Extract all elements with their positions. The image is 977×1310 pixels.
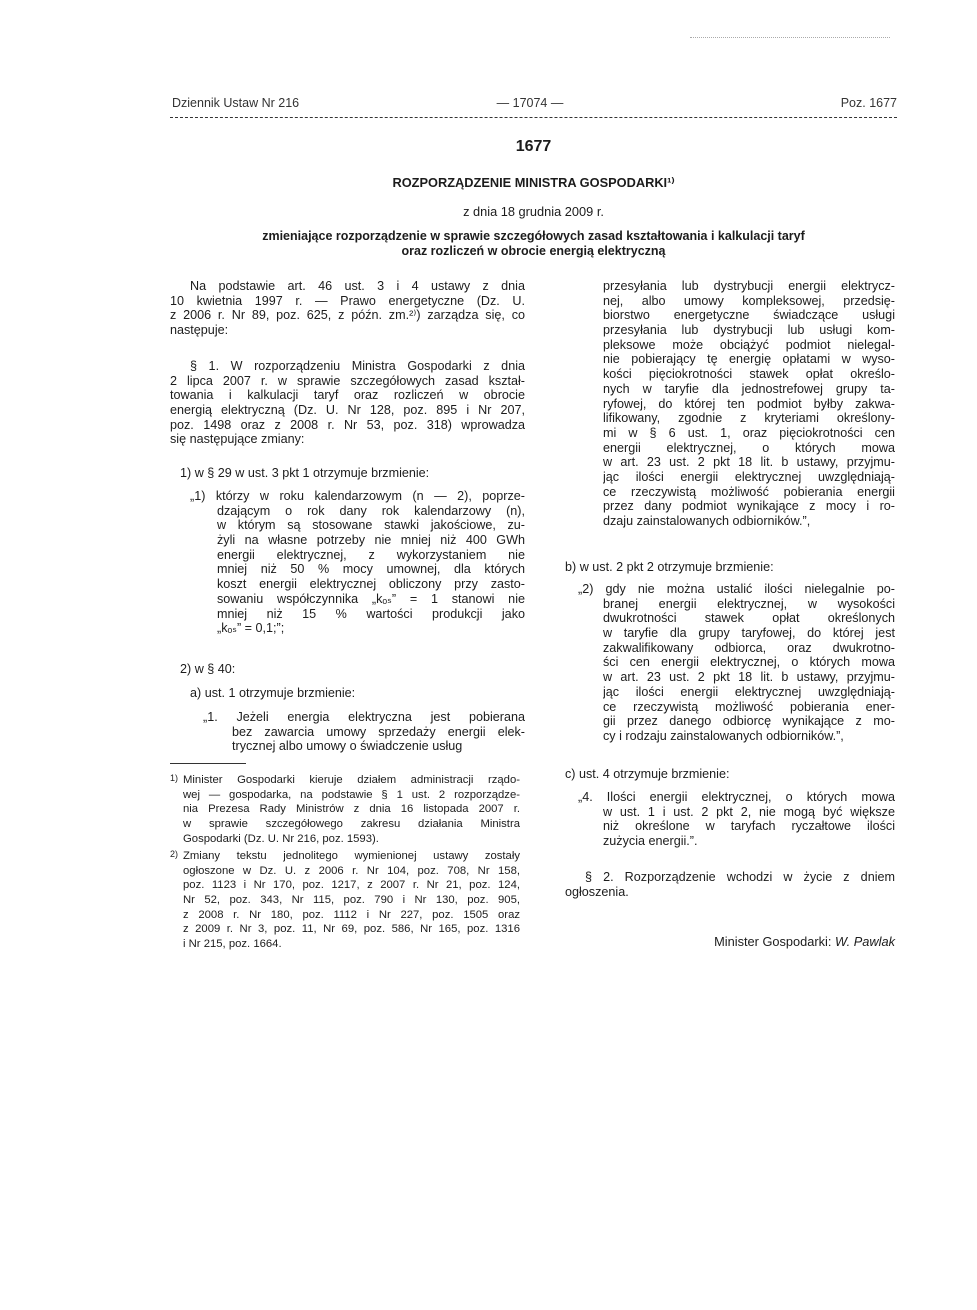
scan-artifact xyxy=(690,37,890,38)
text-line: § 2. Rozporządzenie wchodzi w życie z dniem xyxy=(585,870,895,884)
text-line: przez dany podmiot wynikające z mocy i ro- xyxy=(603,499,895,514)
text-line: energią elektryczną (Dz. U. Nr 128, poz. 895 i Nr 207, xyxy=(170,403,525,418)
text-line: poz. 1123 i Nr 170, poz. 1217, z 2007 r. Nr 21, poz. 124, xyxy=(183,879,520,892)
text-line: wej — gospodarka, na podstawie § 1 ust. 2 rozporządze- xyxy=(183,788,520,801)
text-line: energii elektrycznej, o których mowa xyxy=(603,440,895,455)
text-line: trycznej albo umowy o świadczenie usług xyxy=(232,739,463,754)
page-number: — 17074 — xyxy=(496,96,564,110)
preamble xyxy=(170,279,525,338)
text-line: „2) gdy nie można ustalić ilości nielegalnie po- xyxy=(578,582,895,596)
text-line: „kₒₛ” = 0,1;”; xyxy=(217,621,285,636)
point-2c-text xyxy=(578,790,895,849)
paragraph-2 xyxy=(565,870,895,899)
text-line: b) w ust. 2 pkt 2 otrzymuje brzmienie: xyxy=(565,560,774,574)
text-line: kości pięciokrotności stawek opłat określo- xyxy=(603,367,895,382)
text-line: Nr 52, poz. 343, Nr 115, poz. 790 i Nr 130, poz. 905, xyxy=(183,894,520,907)
text-line: koszt energii elektrycznej obliczony przy zasto- xyxy=(217,577,525,592)
text-line: w taryfie dla grupy taryfowej, do której jest xyxy=(603,626,895,641)
point-2a-continuation xyxy=(603,279,895,529)
text-line: z 2009 r. Nr 3, poz. 11, Nr 69, poz. 586, Nr 165, poz. 1316 xyxy=(183,923,520,936)
subtitle-line: oraz rozliczeń w obrocie energią elektryczną xyxy=(401,244,666,258)
text-line: przesyłania lub dystrybucji energii elektrycz- xyxy=(603,279,895,293)
text-line: mniej niż 50 % mocy umownej, dla których xyxy=(217,562,525,577)
item-number: 1677 xyxy=(515,138,552,155)
text-line: ogłoszenia. xyxy=(565,884,629,899)
text-line: jąc ilości energii elektrycznej uwzględniają- xyxy=(603,469,895,484)
text-line: 10 kwietnia 1997 r. — Prawo energetyczne (Dz. U. xyxy=(170,293,525,308)
text-line: c) ust. 4 otrzymuje brzmienie: xyxy=(565,767,730,781)
text-line: sowaniu współczynnika „kₒₛ” = 1 stanowi nie xyxy=(217,591,525,606)
text-line: nych w taryfie dla jednostrefowej grupy ta- xyxy=(603,381,895,396)
text-line: „1) którzy w roku kalendarzowym (n — 2), poprze- xyxy=(190,489,525,503)
signature xyxy=(714,934,895,949)
document-title: ROZPORZĄDZENIE MINISTRA GOSPODARKI¹⁾ xyxy=(392,175,675,190)
text-line: 1) w § 29 w ust. 3 pkt 1 otrzymuje brzmienie: xyxy=(180,466,430,480)
point-1-heading xyxy=(180,466,525,481)
point-2c-heading xyxy=(565,767,895,782)
point-2a-heading xyxy=(190,686,525,701)
text-line: żyli na własne potrzeby nie mniej niż 400 GWh xyxy=(217,533,525,548)
text-line: lifikowany, zgodnie z kryteriami określony- xyxy=(603,411,895,426)
text-line: 2 lipca 2007 r. w sprawie szczegółowych zasad kształ- xyxy=(170,373,525,388)
signature-role: Minister Gospodarki: xyxy=(714,934,832,949)
footnote-mark: 1) xyxy=(170,773,179,783)
text-line: mi w § 6 ust. 1, oraz pięciokrotności cen xyxy=(603,425,895,440)
text-line: nie pobierający tę energię opłatami w wyso- xyxy=(603,352,895,367)
text-line: 2) w § 40: xyxy=(180,662,236,676)
text-line: „1. Jeżeli energia elektryczna jest pobierana xyxy=(203,710,525,724)
text-line: się następujące zmiany: xyxy=(170,432,305,447)
point-2-heading xyxy=(180,662,525,677)
footnote-2 xyxy=(183,850,520,950)
text-line: Zmiany tekstu jednolitego wymienionej ustawy zostały xyxy=(183,850,520,862)
subtitle-line: zmieniające rozporządzenie w sprawie szczegółowych zasad kształtowania i kalkulacji taryf xyxy=(262,229,805,243)
text-line: bez zawarcia umowy sprzedaży energii elek- xyxy=(232,724,525,739)
paragraph-1 xyxy=(170,359,525,447)
text-line: gii przez danego odbiorcę wynikające z mo- xyxy=(603,714,895,729)
point-2b-text xyxy=(578,582,895,744)
text-line: w art. 23 ust. 2 pkt 18 lit. b ustawy, przyjmu- xyxy=(603,670,895,685)
text-line: ści cen energii elektrycznej, o których mowa xyxy=(603,655,895,670)
text-line: ce rzeczywistą możliwość pobierania energii xyxy=(603,484,895,499)
text-line: z 2006 r. Nr 89, poz. 625, z późn. zm.²⁾) zarządza się, co xyxy=(170,308,525,323)
document-date: z dnia 18 grudnia 2009 r. xyxy=(463,204,604,219)
point-1-text xyxy=(190,489,525,636)
point-2a-text xyxy=(203,710,525,754)
text-line: Gospodarki (Dz. U. Nr 216, poz. 1593). xyxy=(183,832,379,845)
footnote-rule xyxy=(170,763,246,764)
footnote-mark: 2) xyxy=(170,849,179,859)
text-line: branej energii elektrycznej, w wysokości xyxy=(603,596,895,611)
journal-name: Dziennik Ustaw Nr 216 xyxy=(172,96,300,110)
text-line: w którym są stosowane stawki jakościowe, zu- xyxy=(217,518,525,533)
text-line: jąc ilości energii elektrycznej uwzględniają- xyxy=(603,684,895,699)
text-line: Minister Gospodarki kieruje działem administracji rządo- xyxy=(183,774,520,786)
text-line: zakwalifikowany odbiorca, oraz dwukrotno- xyxy=(603,640,895,655)
text-line: nia Prezesa Rady Ministrów z dnia 16 listopada 2007 r. xyxy=(183,803,520,816)
text-line: ogłoszone w Dz. U. z 2006 r. Nr 104, poz. 708, Nr 158, xyxy=(183,864,520,877)
text-line: w sprawie szczegółowego zakresu działania Ministra xyxy=(183,818,520,831)
text-line: dzaju zainstalowanych odbiorników.”, xyxy=(603,514,811,528)
text-line: Na podstawie art. 46 ust. 3 i 4 ustawy z dnia xyxy=(190,279,525,293)
footnote-1 xyxy=(183,774,520,845)
text-line: § 1. W rozporządzeniu Ministra Gospodarki z dnia xyxy=(190,359,525,373)
text-line: a) ust. 1 otrzymuje brzmienie: xyxy=(190,686,356,700)
document-subtitle xyxy=(170,229,897,259)
text-line: przesyłania lub dystrybucji lub usługi kom- xyxy=(603,323,895,338)
text-line: i Nr 215, poz. 1664. xyxy=(183,938,282,951)
position-number: Poz. 1677 xyxy=(840,96,897,110)
header-rule xyxy=(170,117,897,118)
text-line: biorstwo energetyczne świadczące usługi xyxy=(603,308,895,323)
point-2b-heading xyxy=(565,560,895,575)
text-line: ryfowej, do której ten podmiot byłby zakwa- xyxy=(603,396,895,411)
text-line: nej, albo umowy kompleksowej, przedsię- xyxy=(603,293,895,308)
text-line: z 2008 r. Nr 180, poz. 1112 i Nr 227, poz. 1505 oraz xyxy=(183,908,520,921)
text-line: w art. 23 ust. 2 pkt 18 lit. b ustawy, przyjmu- xyxy=(603,455,895,470)
signature-name: W. Pawlak xyxy=(835,934,895,949)
text-line: „4. Ilości energii elektrycznej, o których mowa xyxy=(578,790,895,804)
text-line: energii elektrycznej, z wykorzystaniem nie xyxy=(217,547,525,562)
text-line: mniej niż 15 % wartości produkcji jako xyxy=(217,606,525,621)
text-line: pleksowe może obciążyć podmiot nielegal- xyxy=(603,337,895,352)
text-line: zużycia energii.”. xyxy=(603,834,698,849)
text-line: dwukrotności stawek opłat określonych xyxy=(603,611,895,626)
text-line: w ust. 1 i ust. 2 pkt 2, nie mogą być większe xyxy=(603,804,895,819)
text-line: następuje: xyxy=(170,323,229,338)
text-line: niż określone w taryfach ryczałtowe ilości xyxy=(603,819,895,834)
text-line: poz. 1498 oraz z 2008 r. Nr 53, poz. 318) wprowadza xyxy=(170,417,525,432)
text-line: dzającym o rok dany rok kalendarzowy (n), xyxy=(217,503,525,518)
text-line: cy i rodzaju zainstalowanych odbiorników.”, xyxy=(603,728,844,743)
text-line: ce rzeczywistą możliwość pobierania ener- xyxy=(603,699,895,714)
text-line: towania i kalkulacji taryf oraz rozliczeń w obrocie xyxy=(170,388,525,403)
